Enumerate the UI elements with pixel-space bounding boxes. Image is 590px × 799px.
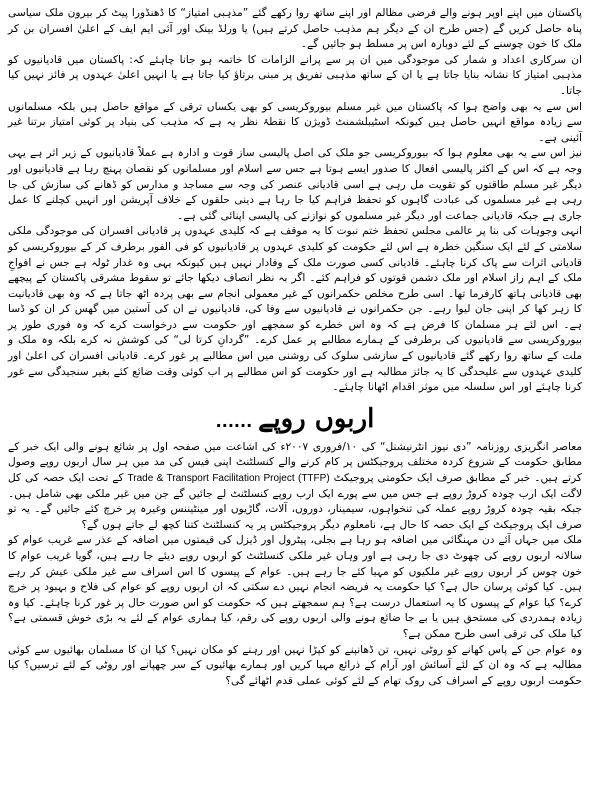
paragraph-6-rest: کے تحت ایک حصہ کی کل لاگت ایک ارب چودہ کروڑ روپے ہے جس میں سے پورے ایک ارب روپے کنسلٹنٹ لے جائیں گے جن میں غیر ملکی بھی شامل ہیں۔ جبکہ بقیہ چودہ کروڑ روپے عملہ کی تنخواہوں، سیمینار، دوروں، آلات، گاڑیوں اور مینٹیننس وغیرہ پر خرچ کئے جائیں گے۔ یہ تو صرف ایک پروجیکٹ کے ایک حصہ کا حال ہے، نامعلوم دیگر پروجیکٹس پر یہ کنسلٹنٹ کتنا کچھ لے جاتے ہوں گے؟ (8, 472, 582, 531)
project-name: Trade & Transport Facilitation Project (TTFP) (127, 473, 330, 485)
section-heading (8, 402, 582, 436)
paragraph-1: پاکستان میں اپنے اوپر ہونے والے فرضی مظالم اور اپنے ساتھ روا رکھے گئے ”مذہبی امتیاز“ کا ڈھنڈورا پیٹ کر بیرون ملک سیاسی پناہ حاصل کریں گے (جس طرح ان کے دیگر ہم مذہب حاصل کرتے ہیں) یا ورلڈ بینک اور آئی ایم ایف کے اعلیٰ افسران بن کر ملک کا خون چوسنے کے لئے دوبارہ اس پر مسلط ہو جائیں گے۔ (8, 7, 582, 51)
paragraph-4: نیز اس سے یہ بھی معلوم ہوا کہ بیوروکریسی جو ملک کی اصل پالیسی ساز قوت و ادارہ ہے عملاً قادیانیوں کے زیر اثر ہے یہی وجہ ہے کہ اس کے اکثر پالیسی افعال کا صدور ایسے ہوتا ہے جس سے اسلام اور مسلمانوں کو نقصان پہنچ رہا ہے قادیانیوں اور دیگر غیر مسلم طاقتوں کو تقویت مل رہی ہے اسی قادیانی عنصر کی وجہ سے مساجد و مدارس کو ڈھانے کی سازش کی جا رہی ہے غیر مسلموں کی عبادت گاہوں کو تحفظ فراہم کیا جا رہا ہے دینی حلقوں کے خلاف آپریشن اور انہیں کچلنے کا عمل جاری ہے جبکہ قادیانی جماعت اور دیگر غیر مسلموں کو نوازنے کی پالیسی اپنائی گئی ہے۔ (8, 147, 582, 222)
paragraph-8: وہ عوام جن کے پاس کھانے کو روٹی نہیں، تن ڈھانپنے کو کپڑا نہیں اور رہنے کو مکان نہیں؟ کیا ان کا مسلمان بھائیوں سے کوئی مطالبہ ہے کہ وہ ان کے لئے آسائش اور آرام کے ذرائع مہیا کریں اور ہمارے بھائیوں کے سر چھپانے اور روٹی کے لئے ترسیں؟ کیا حکومت اربوں روپے کے اسراف کی روک تھام کے لئے کوئی عملی قدم اٹھائے گی؟ (8, 643, 582, 687)
paragraph-3: اس سے یہ بھی واضح ہوا کہ پاکستان میں غیر مسلم بیوروکریسی کو بھی یکساں ترقی کے مواقع حاصل ہیں بلکہ مسلمانوں سے زیادہ مواقع انہیں حاصل ہیں کیونکہ اسٹیبلشمنٹ ڈویژن کا نقطۂ نظر یہ ہے کہ مذہب کی بنیاد پر کوئی امتیاز برتنا غیر آئینی ہے۔ (8, 100, 582, 144)
paragraph-6-text: معاصر انگریزی روزنامہ ”دی نیوز انٹرنیشنل“ کی ۱۰/فروری ۲۰۰۷ء کی اشاعت میں صفحہ اول پر شائع ہونے والی ایک خبر کے مطابق حکومت کے شروع کردہ مختلف پروجیکٹس پر کام کرنے والے کنسلٹنٹ اپنی فیس کی مد میں ہر سال اربوں روپے وصول کرتے ہیں۔ خبر کے مطابق صرف ایک حکومتی پروجیکٹ (8, 440, 582, 485)
paragraph-5: انہی وجوہات کی بنا پر عالمی مجلس تحفظ ختم نبوت کا یہ موقف ہے کہ کلیدی عہدوں پر قادیانی افسران کی موجودگی ملکی سلامتی کے لئے ایک سنگین خطرہ ہے اس لئے حکومت کو کلیدی عہدوں پر قادیانیوں کو فی الفور برطرف کر کے بیوروکریسی کو قادیانی اثرات سے پاک کرنا چاہئے۔ قادیانی کسی صورت ملک کے وفادار نہیں ہیں کیونکہ یہی وہ غدار ٹولہ ہے جس نے افواجِ ملک کے اہم راز اسلام اور ملک دشمن قوتوں کو فراہم کئے۔ اگر بہ نظر انصاف دیکھا جائے تو سقوط مشرقی پاکستان کے پیچھے بھی قادیانی ہاتھ کارفرما تھا۔ اسی طرح مخلص حکمرانوں کے غیر معمولی انجام سے بھی پردہ اٹھ جاتا ہے کہ وہ بھی قادیانیت کا زہر کھا کر اپنی جان لیوا رہے۔ جن حکمرانوں نے قادیانیوں سے وفا کی، قادیانیوں نے ان کی آستین میں گھس کر ان کو ڈسا ہے۔ اس لئے ہر مسلمان کا فرض ہے کہ وہ اس خطرے کو سمجھے اور حکومت سے درخواست کرے کہ وہ فوری طور پر بیوروکریسی سے قادیانیوں کی برطرفی کے ہمارے مطالبے پر عمل کرے۔ ”گردانِ کرتا لی“ کی کوشش نہ کرے بلکہ وہ ملک و ملت کے ساتھ روا رکھے گئے قادیانیوں کے سازشی سلوک کی روشنی میں اس مطالبے پر غور کرے۔ قادیانی افسران کی اعلیٰ اور کلیدی عہدوں سے علیحدگی کا یہ جائز مطالبہ ہے اور حکومت کو اس مطالبے پر اب کوئی وقت ضائع کئے بغیر سنجیدگی سے غور کرنا چاہئے اور اس سلسلہ میں موثر اقدام اٹھانا چاہئے۔ (8, 225, 582, 394)
section-title-dots: ...... (215, 411, 253, 431)
paragraph-7: ملک میں جہاں آئے دن مہنگائی میں اضافہ ہو رہا ہے بجلی، پیٹرول اور ڈیزل کی قیمتوں میں اضافہ کے عذر سے غریب عوام کو سالانہ اربوں روپے کی چھوٹ دی جا رہی ہے اور وہاں غیر ملکی کنسلٹنٹ کو اربوں روپے دیئے جا رہے ہیں، گویا غریب عوام کا خون چوس کر اربوں روپے غیر ملکیوں کو مہیا کئے جا رہے ہیں۔ عوام کے پیسوں کا اس اسراف سے غیر ملکی عیش کر رہے ہیں۔ کیا کوئی پرسان حال ہے؟ کیا حکومت یہ فریضہ انجام نہیں دے سکتی کہ ان اربوں روپے کو عوام کی فلاح و بہبود پر خرچ کرے؟ کیا عوام کے پیسوں کا یہ استعمال درست ہے؟ ہم سمجھتے ہیں کہ حکومت کو اس صورت حال پر غور کرنا چاہئے۔ کیا وہ زیادہ ہمدردی کی مستحق ہیں یا بے جا ضائع ہونے والی اربوں روپے کی رقم، کیا ہماری عوام کے لئے یہ بڑی خوش قسمتی ہے؟ کیا ملک کی ترقی اسی طرح ممکن ہے؟ (8, 534, 582, 640)
paragraph-6 (8, 440, 582, 534)
paragraph-2: ان سرکاری اعداد و شمار کی موجودگی میں ان پر سے پرانے الزامات کا خاتمہ ہو جانا چاہئے کہ: پاکستان میں قادیانیوں کو مذہبی امتیاز کا نشانہ بنایا جاتا ہے یا ان کے ساتھ مذہبی تفریق پر مبنی برتاؤ کیا جاتا ہے یا انہیں اعلیٰ عہدوں پر فائز نہیں کیا جاتا۔ (8, 53, 582, 97)
section-title: اربوں روپے (258, 403, 375, 434)
